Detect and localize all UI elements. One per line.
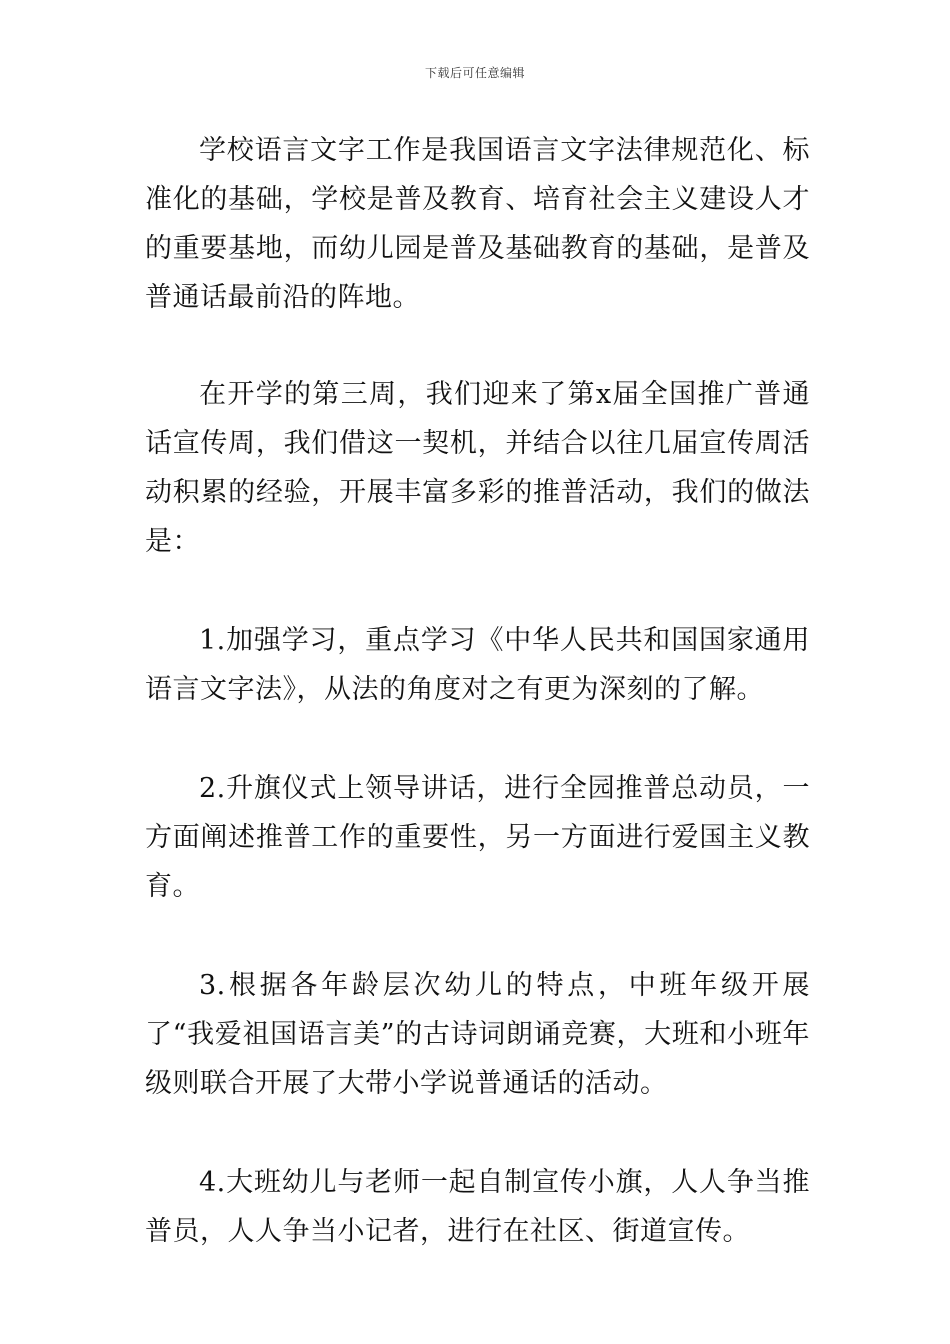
paragraph-item-3: 3.根据各年龄层次幼儿的特点，中班年级开展了“我爱祖国语言美”的古诗词朗诵竞赛，大班和小班年级则联合开展了大带小学说普通话的活动。 [145,970,810,1099]
paragraph-item-4: 4.大班幼儿与老师一起自制宣传小旗，人人争当推普员，人人争当小记者，进行在社区、街道宣传。 [145,1167,810,1247]
document-body [145,126,810,1256]
paragraph-intro: 学校语言文字工作是我国语言文字法律规范化、标准化的基础，学校是普及教育、培育社会主义建设人才的重要基地，而幼儿园是普及基础教育的基础，是普及普通话最前沿的阵地。 [145,135,810,313]
paragraph-item-2: 2.升旗仪式上领导讲话，进行全园推普总动员，一方面阐述推普工作的重要性，另一方面进行爱国主义教育。 [145,773,810,902]
paragraph-week: 在开学的第三周，我们迎来了第x届全国推广普通话宣传周，我们借这一契机，并结合以往几届宣传周活动积累的经验，开展丰富多彩的推普活动，我们的做法是： [145,379,810,557]
paragraph-item-1: 1.加强学习，重点学习《中华人民共和国国家通用语言文字法》，从法的角度对之有更为深刻的了解。 [145,625,810,705]
header-note: 下载后可任意编辑 [424,66,525,80]
